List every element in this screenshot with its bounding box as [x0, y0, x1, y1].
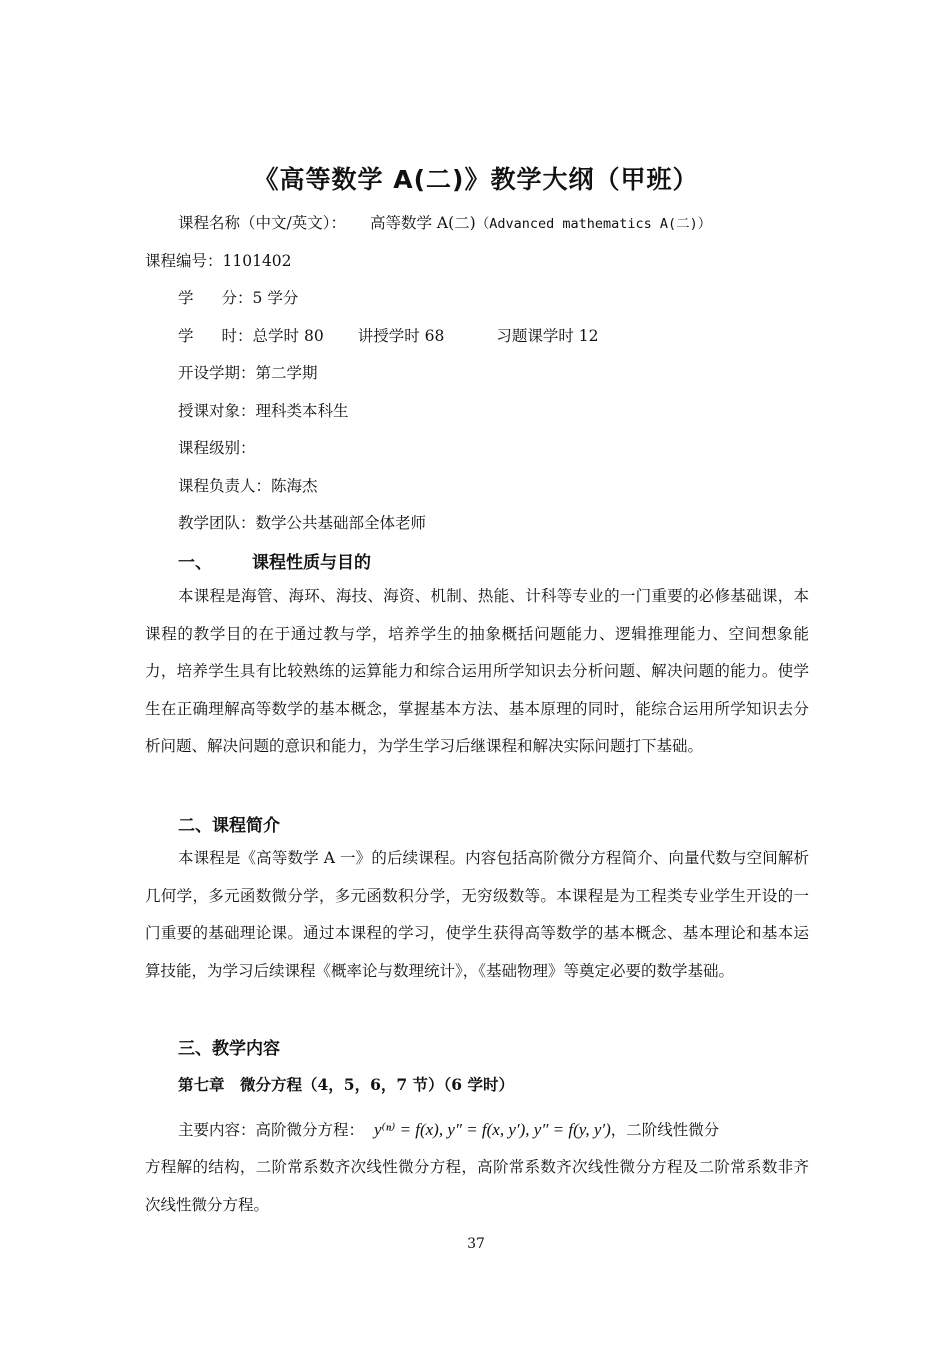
section3-heading: 三、教学内容 [178, 1039, 280, 1059]
level-line: 课程级别： [178, 439, 256, 457]
section1-body: 本课程是海管、海环、海技、海资、机制、热能、计科等专业的一门重要的必修基础课，本课程的教学目的在于通过教与学，培养学生的抽象概括问题能力、逻辑推理能力、空间想象能力，培养学生具有比较熟练的运算能力和综合运用所学知识去分析问题、解决问题的能力。使学生在正确理解高等数学的基本概念，掌握基本方法、基本原理的同时，能综合运用所学知识去分析问题、解决问题的意识和能力，为学生学习后继课程和解决实际问题打下基础。 [145, 587, 809, 755]
section1-heading-text: 课程性质与目的 [252, 553, 371, 573]
leader-line: 课程负责人：陈海杰 [178, 477, 318, 495]
hours-lecture: 讲授学时 68 [357, 327, 445, 345]
section1-heading [178, 548, 371, 573]
chapter-heading: 第七章 微分方程（4，5，6，7 节）（6 学时） [178, 1075, 514, 1094]
main-content-line [178, 1118, 719, 1140]
section2-heading: 二、课程简介 [178, 816, 280, 836]
hours-total: 总学时 80 [252, 327, 324, 345]
credit-value: 5 学分 [252, 289, 299, 307]
course-code: 课程编号：1101402 [145, 252, 292, 270]
ode-formula: y⁽ⁿ⁾ = f(x), y″ = f(x, y′), y″ = f(y, y′) [374, 1120, 611, 1139]
credit-label-2: 分： [221, 289, 253, 307]
main-content-after: ，二阶线性微分 [610, 1121, 720, 1139]
credit-label-1: 学 [178, 289, 194, 307]
course-name-line [178, 211, 711, 233]
section2-body: 本课程是《高等数学 A 一》的后续课程。内容包括高阶微分方程简介、向量代数与空间解析几何学，多元函数微分学，多元函数积分学，无穷级数等。本课程是为工程类专业学生开设的一门重要的基础理论课。通过本课程的学习，使学生获得高等数学的基本概念、基本理论和基本运算技能，为学习后续课程《概率论与数理统计》，《基础物理》等奠定必要的数学基础。 [145, 849, 809, 980]
hours-label-1: 学 [178, 327, 194, 345]
main-content-rest: 方程解的结构，二阶常系数齐次线性微分方程，高阶常系数齐次线性微分方程及二阶常系数非齐次线性微分方程。 [145, 1158, 809, 1214]
hours-exercise: 习题课学时 12 [496, 327, 599, 345]
credit-line [178, 286, 298, 308]
hours-line [178, 324, 599, 346]
section1-heading-number: 一、 [178, 553, 212, 573]
page-number: 37 [467, 1236, 485, 1252]
course-name-label: 课程名称（中文/英文）： [178, 214, 346, 232]
hours-label-2: 时： [221, 327, 253, 345]
document-title: 《高等数学 A(二)》教学大纲（甲班） [253, 165, 699, 194]
course-name-en: （Advanced mathematics A(二)） [475, 216, 712, 232]
main-content-label: 主要内容：高阶微分方程： [178, 1121, 365, 1139]
audience-line: 授课对象：理科类本科生 [178, 402, 349, 420]
course-name-cn: 高等数学 A(二) [369, 214, 476, 232]
team-line: 教学团队：数学公共基础部全体老师 [178, 514, 427, 532]
semester-line: 开设学期：第二学期 [178, 364, 318, 382]
